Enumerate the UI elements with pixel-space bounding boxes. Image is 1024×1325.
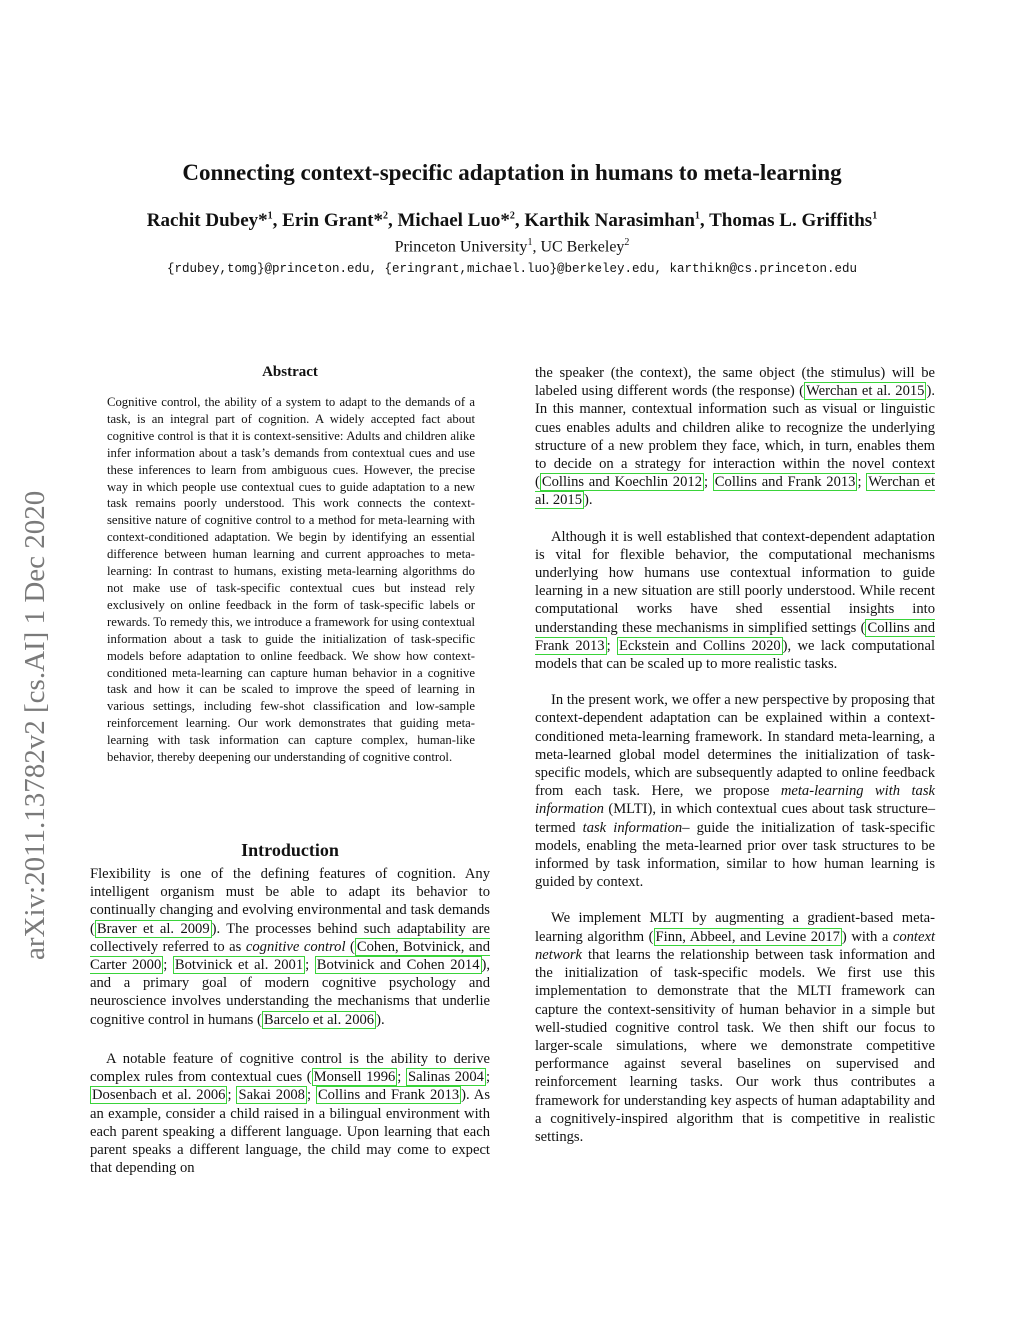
author-name: Erin Grant* [282, 210, 383, 231]
citation-link[interactable]: Eckstein and Collins 2020 [618, 637, 781, 654]
citation-link[interactable]: Werchan et al. 2015 [535, 474, 936, 509]
citation-link[interactable]: Collins and Frank 2013 [714, 474, 856, 491]
introduction-heading: Introduction [241, 840, 339, 860]
affiliation-marker: 2 [624, 237, 630, 248]
author-affiliation-marker: 1 [267, 210, 273, 222]
citation-link[interactable]: Barcelo et al. 2006 [263, 1011, 375, 1028]
author-list: Rachit Dubey*$^1$, Erin Grant*$^2$, Michael Luo*$^2$, Karthik Narasimhan$^1$, Thomas L. Griffiths$^1$ [146, 210, 878, 231]
intro-paragraph-1: Flexibility is one of the defining features of cognition. Any intelligent organism must be able to adapt its behavior to continually changing and evolving environmental and task demands ( Braver et al. 2009 ). The processes behind such adaptability are collectively referred to as cognitive control ( Cohen, Botvinick, and Carter 2000 ; Botvinick et al. 2001 ; Botvinick and Cohen 2014 ), and a primary goal of modern cognitive psychology and neuroscience involves understanding the mechanisms that underlie cognitive control in humans ( Barcelo et al. 2006 ). [90, 866, 491, 1028]
emphasis-text: meta-learning with task information [535, 783, 935, 818]
author-name: Rachit Dubey* [146, 210, 268, 231]
emphasis-text: context network [535, 928, 935, 963]
citation-link[interactable]: Monsell 1996 [313, 1069, 396, 1086]
affiliations [0, 237, 1024, 256]
citation-link[interactable]: Botvinick and Cohen 2014 [316, 957, 480, 974]
citation-link[interactable]: Salinas 2004 [407, 1069, 484, 1086]
author-affiliation-marker: 1 [694, 210, 700, 222]
citation-link[interactable]: Collins and Frank 2013 [535, 619, 936, 654]
citation-link[interactable]: Botvinick et al. 2001 [174, 957, 304, 974]
right-paragraph-2: Although it is well established that context-dependent adaptation is vital for flexible behavior, the computational mechanisms underlying how humans use contextual information to guide learning in a new situation are still poorly understood. While recent computational works have shed essential insights into understanding these mechanisms in simplified settings ( Collins and Frank 2013 ; Eckstein and Collins 2020 ), we lack computational models that can be scaled up to more realistic tasks. [535, 528, 936, 673]
author-name: Michael Luo* [397, 210, 510, 231]
author-affiliation-marker: 2 [382, 210, 388, 222]
citation-link[interactable]: Werchan et al. 2015 [806, 383, 925, 400]
citation-link[interactable]: Collins and Koechlin 2012 [541, 474, 702, 491]
intro-paragraph-2: A notable feature of cognitive control is the ability to derive complex rules from contextual cues ( Monsell 1996 ; Salinas 2004 ; Dosenbach et al. 2006 ; Sakai 2008 ; Collins and Frank 2013 ). As an example, consider a child raised in a bilingual environment with each parent speaking a different language. Upon learning that each parent speaks a different language, the child may come to expect that depending on [90, 1051, 491, 1177]
affiliation-princeton: Princeton University [394, 238, 528, 256]
right-column [535, 364, 935, 1164]
author-affiliation-marker: 1 [872, 210, 878, 222]
affiliation-berkeley: , UC Berkeley [532, 238, 625, 256]
arxiv-identifier: arXiv:2011.13782v2 [cs.AI] 1 Dec 2020 [19, 490, 51, 960]
citation-link[interactable]: Cohen, Botvinick, and Carter 2000 [90, 938, 490, 974]
citation-link[interactable]: Finn, Abbeel, and Levine 2017 [655, 928, 840, 945]
affiliation-marker: 1 [527, 237, 533, 248]
abstract-text: Cognitive control, the ability of a system to adapt to the demands of a task, is an integral part of cognition. A widely accepted fact about cognitive control is that it is context-sensitive: Adults and children alike infer information about a task’s demands from contextual cues and use these inferences to learn from ambiguous cues. However, the precise way in which people use contextual cues to guide adaptation to a new task remains poorly understood. This work connects the context-sensitive nature of cognitive control to a method for meta-learning with context-conditioned adaptation. We begin by identifying an essential difference between human learning and current approaches to meta-learning: In contrast to humans, existing meta-learning algorithms do not make use of task-specific contextual cues but instead rely exclusively on online feedback in the form of task-specific labels or rewards. To remedy this, we introduce a framework for using contextual information about a task to guide the initialization of task-specific models before adaptation to online feedback. We show how context-conditioned meta-learning can capture human behavior in a cognitive task and how it can be scaled to improve the speed of learning in various settings, including few-shot classification and low-sample reinforcement learning. Our work demonstrates that guiding meta-learning with task information can capture complex, human-like behavior, thereby deepening our understanding of cognitive control. [107, 395, 475, 765]
emphasis-text: cognitive control [245, 938, 346, 955]
author-emails: {rdubey,tomg}@princeton.edu, {eringrant,michael.luo}@berkeley.edu, karthikn@cs.princeton.edu [166, 262, 858, 276]
right-paragraph-1: the speaker (the context), the same object (the stimulus) will be labeled using different words (the response) ( Werchan et al. 2015 ). In this manner, contextual information such as visual or linguistic cues enables adults and children alike to recognize the underlying structure of a new problem they face, which, in turn, enables them to decide on a strategy for interaction within the novel context ( Collins and Koechlin 2012 ; Collins and Frank 2013 ; Werchan et al. 2015 ). [535, 365, 936, 509]
citation-link[interactable]: Braver et al. 2009 [96, 920, 210, 937]
citation-link[interactable]: Collins and Frank 2013 [317, 1087, 460, 1104]
citation-link[interactable]: Dosenbach et al. 2006 [92, 1087, 226, 1104]
right-paragraph-4: We implement MLTI by augmenting a gradient-based meta-learning algorithm ( Finn, Abbeel, and Levine 2017 ) with a context network that learns the relationship between task information and the initialization of task-specific models. We first use this implementation to demonstrate that the MLTI framework can capture the context-sensitivity of human behavior in a simple but well-studied cognitive control task. We then shift our focus to larger-scale simulations, where we demonstrate competitive performance against several baselines on supervised and reinforcement learning tasks. Our work thus contributes a framework for understanding key aspects of human adaptability and a cognitively-inspired algorithm that is competitive in realistic settings. [535, 910, 935, 1145]
citation-link[interactable]: Sakai 2008 [238, 1087, 305, 1104]
arxiv-identifier-sidebar [18, 370, 52, 960]
author-affiliation-marker: 2 [509, 210, 515, 222]
author-name: Karthik Narasimhan [524, 210, 695, 231]
emphasis-text: task information [582, 819, 683, 836]
paper-title: Connecting context-specific adaptation in humans to meta-learning [182, 160, 842, 185]
right-paragraph-3: In the present work, we offer a new perspective by proposing that context-dependent adaptation can be explained within a context-conditioned meta-learning framework. In standard meta-learning, a meta-learned global model determines the initialization of task-specific models, which are subsequently adapted to online feedback from each task. Here, we propose meta-learning with task information (MLTI), in which contextual cues about task structure–termed task information– guide the initialization of task-specific models, enabling the meta-learned prior over task structures to be informed by task information, similar to how human learning is guided by context. [535, 692, 936, 891]
author-name: Thomas L. Griffiths [709, 210, 873, 231]
abstract-heading: Abstract [262, 364, 318, 380]
